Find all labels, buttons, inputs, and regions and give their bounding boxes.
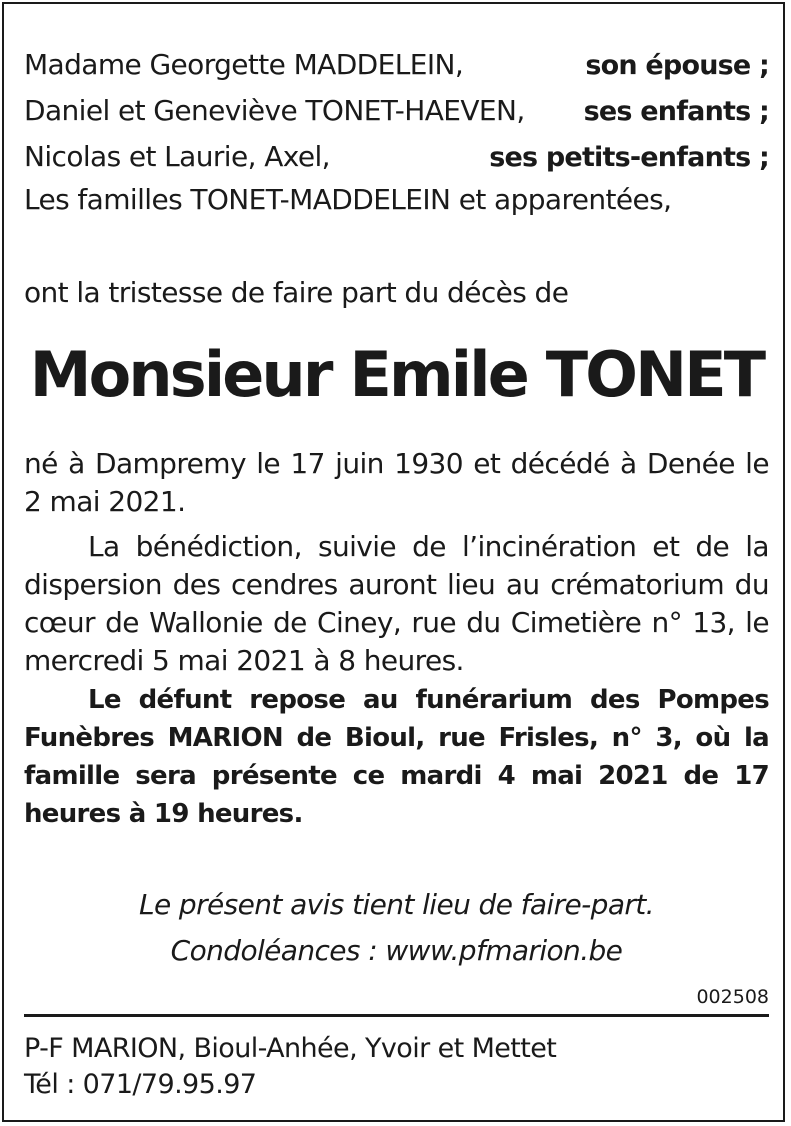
announcement-text: ont la tristesse de faire part du décès de — [24, 276, 569, 309]
family-member-relation: son épouse ; — [585, 50, 769, 81]
family-member-names: Madame Georgette MADDELEIN, — [24, 48, 464, 81]
closing-block — [24, 882, 769, 974]
family-member-row — [24, 88, 769, 134]
family-list — [24, 42, 769, 180]
extended-family: Les familles TONET-MADDELEIN et apparentées, — [24, 183, 672, 216]
footer-divider — [24, 1014, 769, 1017]
notice-text: Le présent avis tient lieu de faire-part. — [139, 888, 654, 921]
deceased-name: Monsieur Emile TONET — [29, 338, 764, 411]
family-member-relation: ses enfants ; — [583, 96, 769, 127]
family-member-row — [24, 134, 769, 180]
birth-death-paragraph: né à Dampremy le 17 juin 1930 et décédé à Denée le 2 mai 2021. — [24, 447, 769, 518]
family-member-relation: ses petits-enfants ; — [489, 142, 769, 173]
funeral-home-name: P-F MARION, Bioul-Anhée, Yvoir et Mettet — [24, 1033, 557, 1064]
obituary-frame — [2, 2, 785, 1122]
family-member-names: Nicolas et Laurie, Axel, — [24, 140, 330, 173]
condolences-text: Condoléances : www.pfmarion.be — [170, 934, 623, 967]
family-member-row — [24, 42, 769, 88]
repose-paragraph: Le défunt repose au funérarium des Pompes Funèbres MARION de Bioul, rue Frisles, n° 3, où la famille sera présente ce mardi 4 mai 2021 de 17 heures à 19 heures. — [24, 685, 769, 829]
obituary-content — [24, 4, 769, 1120]
family-member-names: Daniel et Geneviève TONET-HAEVEN, — [24, 94, 525, 127]
reference-number: 002508 — [696, 986, 769, 1008]
ceremony-paragraph: La bénédiction, suivie de l’incinération et de la dispersion des cendres auront lieu au crématorium du cœur de Wallonie de Ciney, rue du Cimetière n° 13, le mercredi 5 mai 2021 à 8 heures. — [24, 530, 769, 677]
funeral-home-phone: Tél : 071/79.95.97 — [24, 1069, 257, 1100]
